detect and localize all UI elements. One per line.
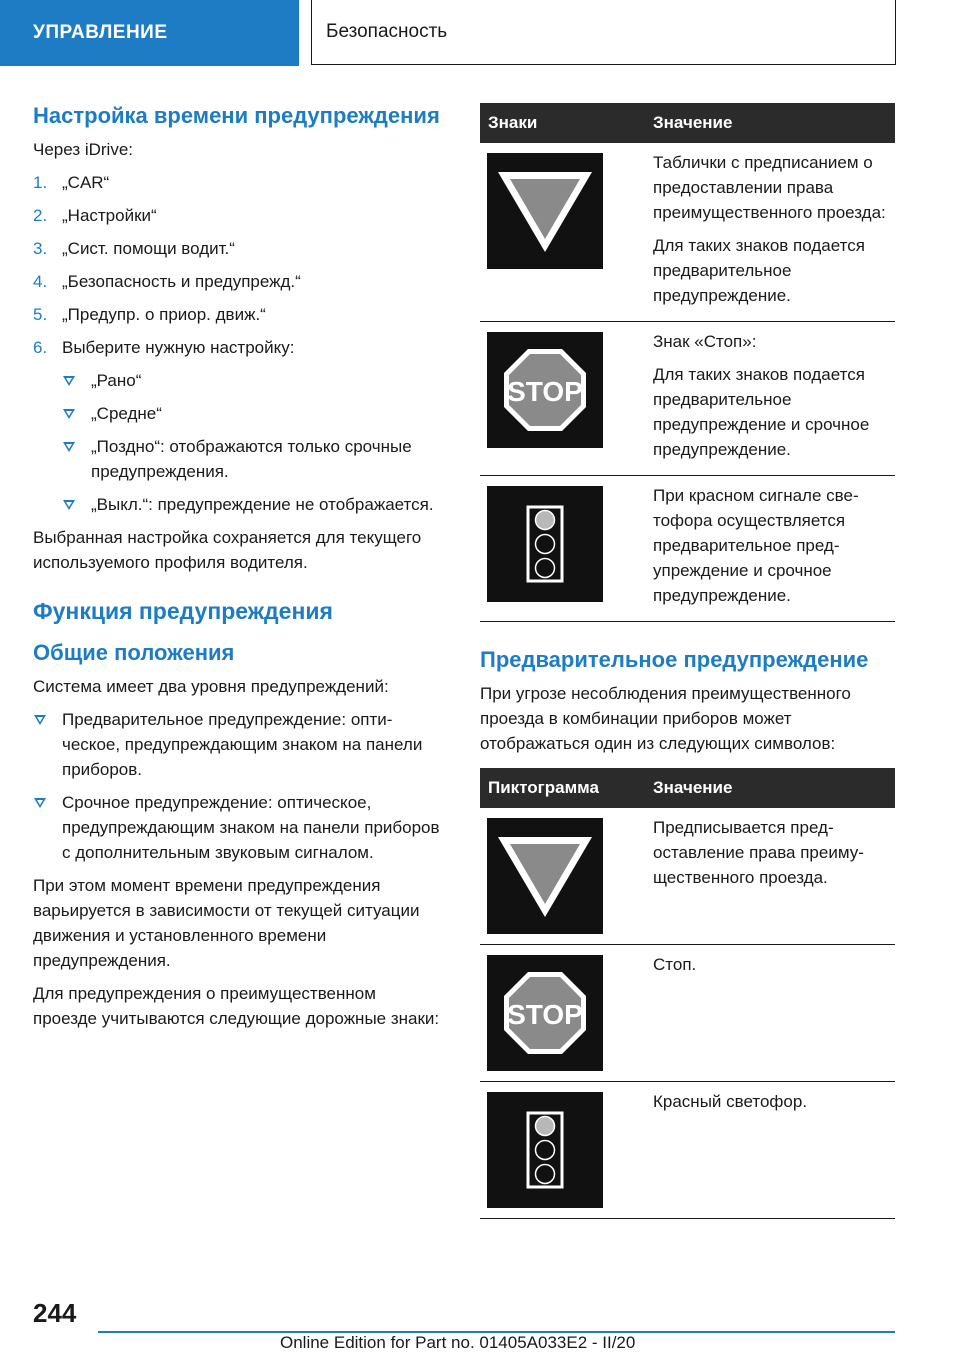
triangle-bullet-icon bbox=[63, 376, 75, 386]
triangle-bullet-icon bbox=[34, 798, 46, 808]
step-item bbox=[33, 335, 443, 360]
row-meaning: Предписывается предоставление права преимущественного проезда. bbox=[653, 818, 864, 887]
step-item bbox=[33, 203, 443, 228]
step-text: „Предупр. о приор. движ.“ bbox=[62, 305, 266, 324]
step-number: 4. bbox=[33, 272, 48, 291]
step-text: Выберите нужную настройку: bbox=[62, 338, 295, 357]
option-text: „Средне“ bbox=[91, 404, 162, 423]
stop-sign-text: STOP bbox=[507, 376, 583, 407]
signs-paragraph: Для предупреждения о преимущественном проезде учитываются следующие дорожные знаки: bbox=[33, 984, 440, 1028]
column-header-meaning: Значение bbox=[653, 778, 733, 797]
step-item bbox=[33, 302, 443, 327]
page-number: 244 bbox=[33, 1298, 77, 1328]
step-number: 3. bbox=[33, 239, 48, 258]
step-text: „Настройки“ bbox=[62, 206, 157, 225]
stop-sign-text: STOP bbox=[507, 999, 583, 1030]
level-item bbox=[33, 790, 443, 865]
row-meaning: Для таких знаков подается предварительное предупреждение. bbox=[653, 236, 865, 305]
level-text: Срочное предупреждение: оптическое, предупреждающим знаком на панели приборов с дополнительным звуковым сигналом. bbox=[62, 793, 440, 862]
sign-image bbox=[487, 153, 603, 269]
option-item bbox=[62, 368, 443, 393]
yield-sign-icon bbox=[495, 831, 595, 921]
left-column bbox=[33, 102, 443, 1039]
edition-note: Online Edition for Part no. 01405A033E2 - II/20 bbox=[280, 1333, 636, 1352]
pictogram-table bbox=[480, 768, 895, 1219]
option-item bbox=[62, 492, 443, 517]
table-row bbox=[480, 322, 895, 476]
heading-warning-time: Настройка времени предупреждения bbox=[33, 103, 440, 128]
column-header-signs: Знаки bbox=[488, 113, 538, 132]
table-row bbox=[480, 945, 895, 1082]
step-number: 2. bbox=[33, 206, 48, 225]
section-title: Безопасность bbox=[311, 0, 896, 65]
step-number: 1. bbox=[33, 173, 48, 192]
sign-image bbox=[487, 486, 603, 602]
sign-image bbox=[487, 955, 603, 1071]
stop-sign-icon bbox=[500, 968, 590, 1058]
sign-image bbox=[487, 332, 603, 448]
level-text: Предварительное предупреждение: оптическое, предупреждающим знаком на панели приборов. bbox=[62, 710, 423, 779]
step-text: „Сист. помощи водит.“ bbox=[62, 239, 235, 258]
triangle-bullet-icon bbox=[63, 500, 75, 510]
triangle-bullet-icon bbox=[34, 715, 46, 725]
traffic-light-icon bbox=[525, 504, 565, 584]
table-header bbox=[480, 768, 895, 808]
sign-image bbox=[487, 1092, 603, 1208]
idrive-intro: Через iDrive: bbox=[33, 140, 134, 159]
timing-paragraph: При этом момент времени предупреждения варьируется в зависимости от текущей ситуации движения и установленного времени предупреждения. bbox=[33, 876, 420, 970]
triangle-bullet-icon bbox=[63, 409, 75, 419]
saved-note: Выбранная настройка сохраняется для текущего используемого профиля водителя. bbox=[33, 528, 422, 572]
step-item bbox=[33, 236, 443, 261]
levels-list bbox=[33, 707, 443, 865]
row-meaning: Знак «Стоп»: bbox=[653, 332, 757, 351]
step-text: „CAR“ bbox=[62, 173, 110, 192]
chapter-tab: УПРАВЛЕНИЕ bbox=[0, 0, 299, 66]
step-item bbox=[33, 269, 443, 294]
row-meaning: Красный светофор. bbox=[653, 1092, 808, 1111]
steps-list bbox=[33, 170, 443, 360]
column-header-pictogram: Пиктограмма bbox=[488, 778, 599, 797]
row-meaning: Для таких знаков подается предварительное предупреждение и срочное предупреждение. bbox=[653, 365, 870, 459]
heading-general: Общие положения bbox=[33, 640, 235, 665]
table-row bbox=[480, 1082, 895, 1219]
column-header-meaning: Значение bbox=[653, 113, 733, 132]
option-text: „Поздно“: отображаются только срочные предупреждения. bbox=[91, 437, 412, 481]
step-number: 5. bbox=[33, 305, 48, 324]
yield-sign-icon bbox=[495, 166, 595, 256]
sign-image bbox=[487, 818, 603, 934]
signs-table bbox=[480, 103, 895, 622]
levels-intro: Система имеет два уровня предупреждений: bbox=[33, 677, 389, 696]
option-item bbox=[62, 434, 443, 484]
right-column bbox=[480, 103, 895, 1219]
heading-warning-function: Функция предупреждения bbox=[33, 598, 333, 624]
table-row bbox=[480, 143, 895, 322]
option-text: „Рано“ bbox=[91, 371, 142, 390]
table-row bbox=[480, 476, 895, 622]
row-meaning: При красном сигнале светофора осуществляется предварительное предупреждение и срочное предупреждение. bbox=[653, 486, 859, 605]
pictogram-intro: При угрозе несоблюдения преимущественного проезда в комбинации приборов может отображаться один из следующих символов: bbox=[480, 684, 851, 753]
row-meaning: Таблички с предписанием о предоставлении права преимущественного проезда: bbox=[653, 153, 886, 222]
option-text: „Выкл.“: предупреждение не отображается. bbox=[91, 495, 434, 514]
triangle-bullet-icon bbox=[63, 442, 75, 452]
stop-sign-icon bbox=[500, 345, 590, 435]
table-row bbox=[480, 808, 895, 945]
row-meaning: Стоп. bbox=[653, 955, 697, 974]
step-number: 6. bbox=[33, 338, 48, 357]
step-item bbox=[33, 170, 443, 195]
heading-preliminary-warning: Предварительное предупреждение bbox=[480, 647, 869, 672]
table-header bbox=[480, 103, 895, 143]
option-item bbox=[62, 401, 443, 426]
traffic-light-icon bbox=[525, 1110, 565, 1190]
options-list bbox=[33, 368, 443, 517]
level-item bbox=[33, 707, 443, 782]
step-text: „Безопасность и предупрежд.“ bbox=[62, 272, 301, 291]
